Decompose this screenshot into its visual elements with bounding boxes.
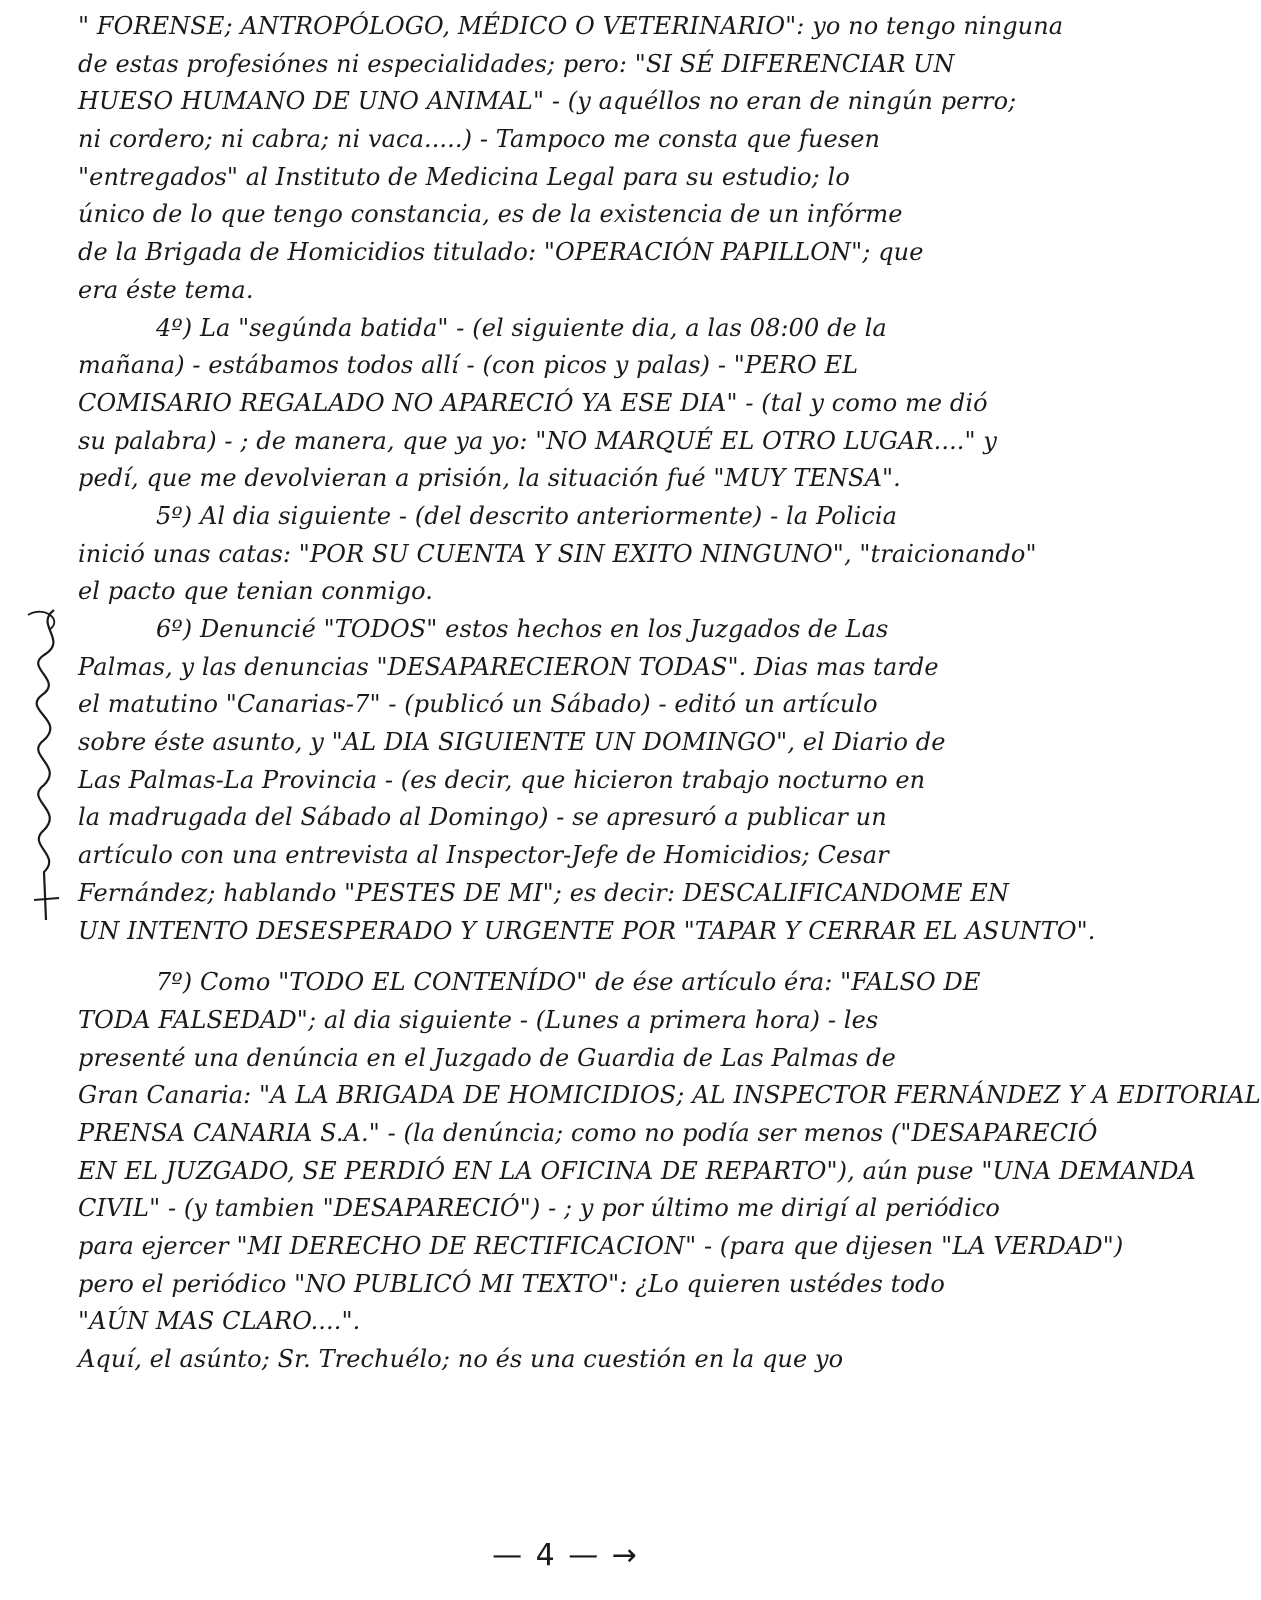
- text-line: TODA FALSEDAD"; al dia siguiente - (Lunes a primera hora) - les: [78, 1005, 879, 1034]
- text-line: de estas profesiónes ni especialidades; pero: "SI SÉ DIFERENCIAR UN: [78, 49, 955, 78]
- text-line: "entregados" al Instituto de Medicina Legal para su estudio; lo: [78, 162, 850, 191]
- text-line: UN INTENTO DESESPERADO Y URGENTE POR "TAPAR Y CERRAR EL ASUNTO".: [78, 916, 1096, 945]
- text-line: presenté una denúncia en el Juzgado de Guardia de Las Palmas de: [78, 1043, 896, 1072]
- text-line: 7º) Como "TODO EL CONTENÍDO" de ése artículo éra: "FALSO DE: [156, 968, 981, 997]
- text-line: " FORENSE; ANTROPÓLOGO, MÉDICO O VETERINARIO": yo no tengo ninguna: [78, 12, 1064, 40]
- text-line: el matutino "Canarias-7" - (publicó un Sábado) - editó un artículo: [78, 690, 878, 719]
- text-line: para ejercer "MI DERECHO DE RECTIFICACION" - (para que dijesen "LA VERDAD"): [78, 1232, 1124, 1260]
- margin-signature: [14, 600, 74, 930]
- text-line: pero el periódico "NO PUBLICÓ MI TEXTO": ¿Lo quieren ustédes todo: [78, 1269, 945, 1298]
- text-line: era éste tema.: [78, 275, 254, 304]
- text-line: PRENSA CANARIA S.A." - (la denúncia; como no podía ser menos ("DESAPARECIÓ: [78, 1118, 1098, 1147]
- text-line: CIVIL" - (y tambien "DESAPARECIÓ") - ; y por último me dirigí al periódico: [78, 1194, 1000, 1223]
- text-line: el pacto que tenian conmigo.: [78, 577, 433, 606]
- text-line: sobre éste asunto, y "AL DIA SIGUIENTE UN DOMINGO", el Diario de: [78, 728, 946, 757]
- text-line: artículo con una entrevista al Inspector-Jefe de Homicidios; Cesar: [78, 841, 889, 870]
- text-line: Fernández; hablando "PESTES DE MI"; es decir: DESCALIFICANDOME EN: [78, 878, 1009, 907]
- text-line: "AÚN MAS CLARO....".: [78, 1307, 361, 1336]
- text-line: EN EL JUZGADO, SE PERDIÓ EN LA OFICINA DE REPARTO"), aún puse "UNA DEMANDA: [78, 1156, 1196, 1185]
- text-line: 4º) La "segúnda batida" - (el siguiente dia, a las 08:00 de la: [156, 313, 887, 342]
- text-line: inició unas catas: "POR SU CUENTA Y SIN EXITO NINGUNO", "traicionando": [78, 539, 1037, 568]
- text-line: HUESO HUMANO DE UNO ANIMAL" - (y aquéllos no eran de ningún perro;: [78, 87, 1017, 116]
- text-line: la madrugada del Sábado al Domingo) - se apresuró a publicar un: [78, 803, 887, 832]
- text-line: Aquí, el asúnto; Sr. Trechuélo; no és una cuestión en la que yo: [78, 1345, 844, 1374]
- text-line: único de lo que tengo constancia, es de la existencia de un infórme: [78, 200, 903, 229]
- text-line: de la Brigada de Homicidios titulado: "OPERACIÓN PAPILLON"; que: [78, 238, 924, 267]
- text-line: ni cordero; ni cabra; ni vaca.....) - Tampoco me consta que fuesen: [78, 125, 881, 154]
- text-line: 6º) Denuncié "TODOS" estos hechos en los Juzgados de Las: [156, 615, 889, 643]
- text-line: Las Palmas-La Provincia - (es decir, que hicieron trabajo nocturno en: [78, 765, 926, 794]
- page-number: — 4 — →: [492, 1538, 639, 1573]
- text-line: Palmas, y las denuncias "DESAPARECIERON TODAS". Dias mas tarde: [78, 652, 939, 681]
- handwritten-letter-body: [78, 8, 1261, 1379]
- text-line: mañana) - estábamos todos allí - (con picos y palas) - "PERO EL: [78, 351, 859, 380]
- paragraph-gap: [78, 950, 1098, 964]
- text-line: pedí, que me devolvieran a prisión, la situación fué "MUY TENSA".: [78, 464, 901, 493]
- text-line: COMISARIO REGALADO NO APARECIÓ YA ESE DIA" - (tal y como me dió: [78, 388, 988, 417]
- text-line: su palabra) - ; de manera, que ya yo: "NO MARQUÉ EL OTRO LUGAR...." y: [78, 426, 998, 455]
- text-line: Gran Canaria: "A LA BRIGADA DE HOMICIDIOS; AL INSPECTOR FERNÁNDEZ Y A EDITORIAL: [78, 1081, 1261, 1110]
- text-line: 5º) Al dia siguiente - (del descrito anteriormente) - la Policia: [156, 501, 898, 530]
- signature-icon: [14, 600, 74, 930]
